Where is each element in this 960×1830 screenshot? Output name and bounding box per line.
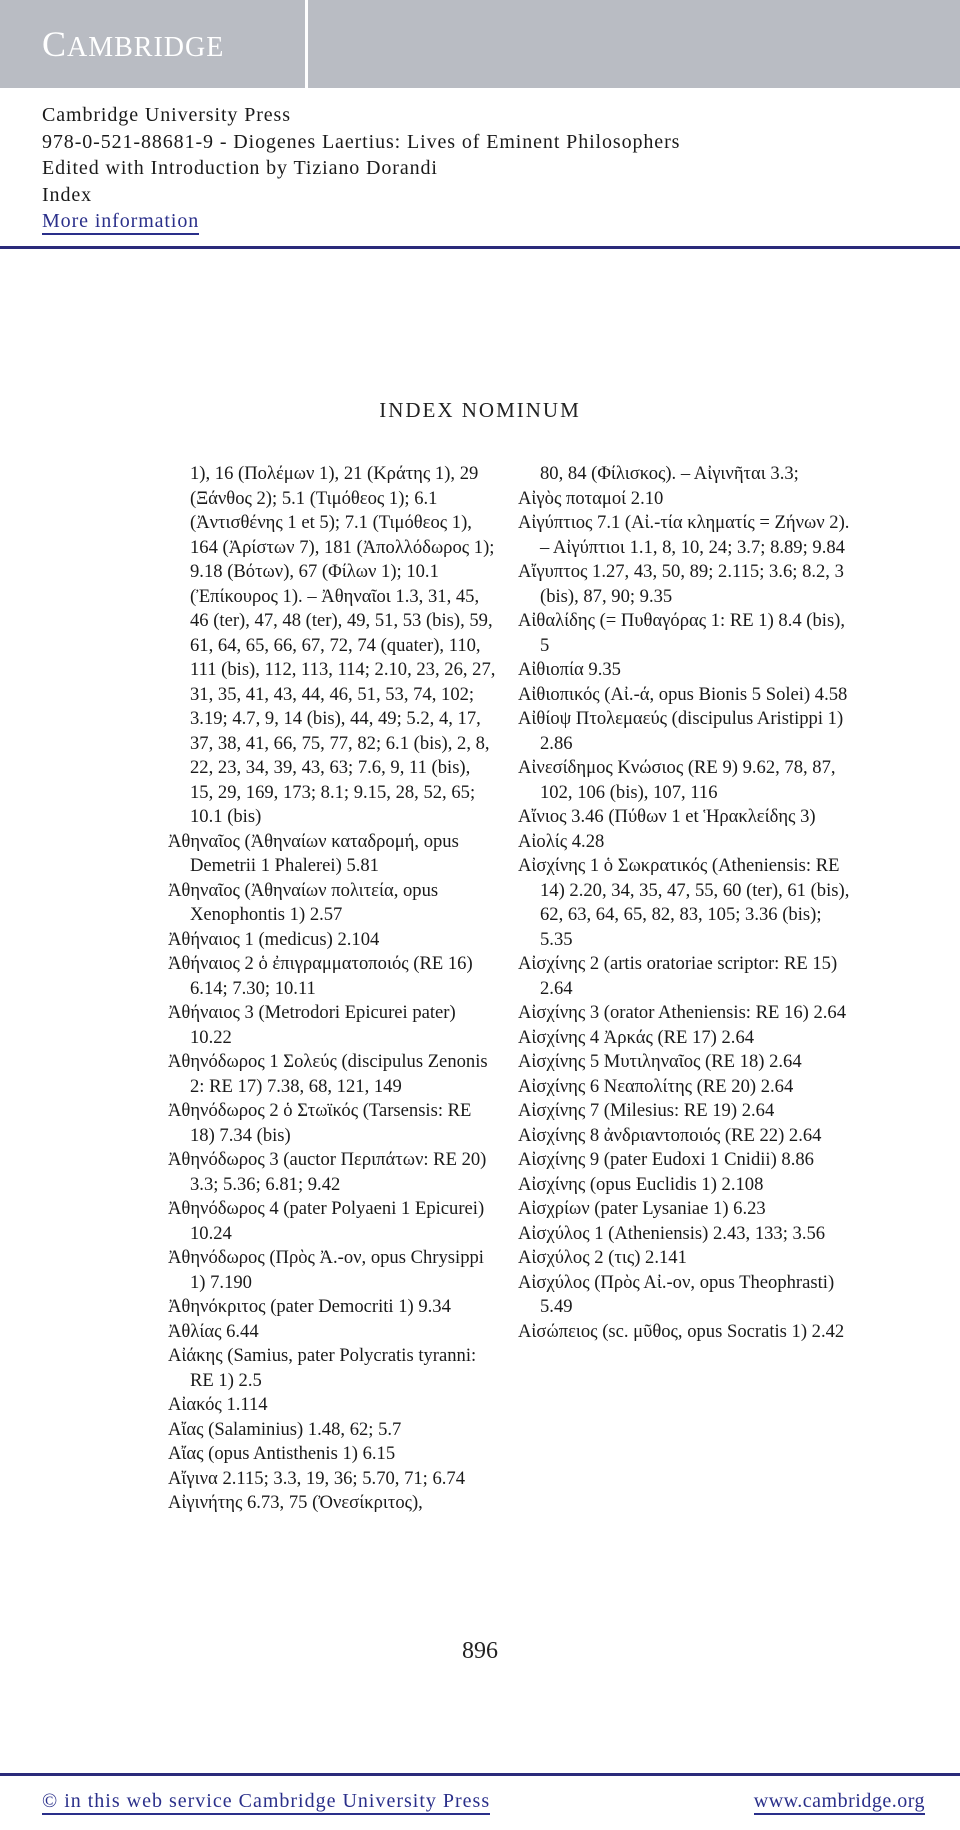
index-entry: Ἀθηνόδωρος 2 ὁ Στωϊκός (Tarsensis: RE 18) 7.34 (bis) — [168, 1100, 472, 1146]
header-rule — [0, 246, 960, 249]
index-entry: Αἰσχίνης 1 ὁ Σωκρατικός (Atheniensis: RE 14) 2.20, 34, 35, 47, 55, 60 (ter), 61 (bis), 62, 63, 64, 65, 82, 83, 105; 3.36 (bis); 5.35 — [518, 855, 850, 950]
banner-divider — [305, 0, 308, 88]
index-column-right — [518, 462, 858, 1344]
publisher-line: Cambridge University Press — [42, 104, 291, 126]
index-entry: Ἀθηναῖος (Ἀθηναίων πολιτεία, opus Xenophontis 1) 2.57 — [168, 879, 439, 925]
index-entry: Αἰγύπτιος 7.1 (Αἰ.-τία κληματίς = Ζήνων 2). – Αἰγύπτιοι 1.1, 8, 10, 24; 3.7; 8.89; 9.84 — [518, 512, 850, 558]
index-entry: Αἰσχίνης 6 Νεαπολίτης (RE 20) 2.64 — [518, 1075, 794, 1097]
index-entry: Ἀθηνόκριτος (pater Democriti 1) 9.34 — [168, 1296, 451, 1317]
index-entry: Αἰθιοπικός (Αἰ.-ά, opus Bionis 5 Solei) 4.58 — [518, 683, 848, 705]
footer-rule — [0, 1773, 960, 1776]
cambridge-logo: CAMBRIDGE — [42, 24, 225, 64]
index-entry: Αἰακός 1.114 — [168, 1394, 268, 1415]
index-entry: Αἰσχίνης 3 (orator Atheniensis: RE 16) 2.64 — [518, 1002, 846, 1023]
index-entry: Αἰσχύλος 1 (Atheniensis) 2.43, 133; 3.56 — [518, 1222, 826, 1244]
book-metadata — [42, 102, 680, 235]
index-entry: Αἰσχίνης 7 (Milesius: RE 19) 2.64 — [518, 1100, 775, 1121]
index-entry: Αἰσχρίων (pater Lysaniae 1) 6.23 — [518, 1198, 766, 1219]
index-entry: 80, 84 (Φίλισκος). – Αἰγινῆται 3.3; — [540, 463, 799, 484]
index-entry: Ἀθήναιος 3 (Metrodori Epicurei pater) 10.22 — [168, 1002, 456, 1048]
index-entry: Αἴας (Salaminius) 1.48, 62; 5.7 — [168, 1418, 402, 1440]
index-entry: Ἀθήναιος 1 (medicus) 2.104 — [168, 928, 380, 950]
index-entry: Αἰσχίνης 5 Μυτιληναῖος (RE 18) 2.64 — [518, 1051, 802, 1072]
index-entry: Ἀθηνόδωρος 1 Σολεύς (discipulus Zenonis 2: RE 17) 7.38, 68, 121, 149 — [168, 1051, 488, 1097]
editor-line: Edited with Introduction by Tiziano Dorandi — [42, 157, 438, 179]
index-entry: Αἰσχίνης 9 (pater Eudoxi 1 Cnidii) 8.86 — [518, 1149, 814, 1170]
index-column-left — [168, 462, 498, 1516]
index-title: INDEX NOMINUM — [379, 398, 581, 422]
website-link[interactable]: www.cambridge.org — [754, 1790, 925, 1815]
index-entry: Αἰνεσίδημος Κνώσιος (RE 9) 9.62, 78, 87, 102, 106 (bis), 107, 116 — [518, 757, 836, 803]
index-entry: Ἀθλίας 6.44 — [168, 1320, 259, 1342]
index-entry: Αἴνιος 3.46 (Πύθων 1 et Ἡρακλείδης 3) — [518, 806, 816, 827]
index-entry: Ἀθηνόδωρος 3 (auctor Περιπάτων: RE 20) 3.3; 5.36; 6.81; 9.42 — [168, 1149, 487, 1195]
index-entry: Αἰθαλίδης (= Πυθαγόρας 1: RE 1) 8.4 (bis), 5 — [518, 610, 846, 656]
index-entry: Αἰάκης (Samius, pater Polycratis tyranni: RE 1) 2.5 — [168, 1345, 477, 1391]
index-entry: Αἰθιοπία 9.35 — [518, 659, 621, 680]
index-entry: Αἰσχύλος (Πρὸς Αἰ.-ον, opus Theophrasti) 5.49 — [518, 1271, 835, 1317]
index-entry: Ἀθηνόδωρος (Πρὸς Ἀ.-ον, opus Chrysippi 1) 7.190 — [168, 1247, 484, 1293]
index-entry: Αἴγινα 2.115; 3.3, 19, 36; 5.70, 71; 6.74 — [168, 1467, 466, 1489]
page-number: 896 — [462, 1638, 498, 1664]
index-entry: Αἰσχύλος 2 (τις) 2.141 — [518, 1247, 687, 1268]
copyright-link[interactable]: © in this web service Cambridge University Press — [42, 1790, 490, 1815]
index-entry: Αἰθίοψ Πτολεμαεύς (discipulus Aristippi 1) 2.86 — [518, 708, 844, 754]
index-entry: Αἰσώπειος (sc. μῦθος, opus Socratis 1) 2.42 — [518, 1320, 845, 1342]
index-entry: 1), 16 (Πολέμων 1), 21 (Κράτης 1), 29 (Ξάνθος 2); 5.1 (Τιμόθεος 1); 6.1 (Ἀντισθένης 1 et 5); 7.1 (Τιμόθεος 1), 164 (Ἀρίστων 7), 181 (Ἀπολλόδωρος 1); 9.18 (Βότων), 67 (Φίλων 1); 10.1 (Ἐπίκουρος 1). – Ἀθηναῖοι 1.3, 31, 45, 46 (ter), 47, 48 (ter), 49, 51, 53 (bis), 59, 61, 64, 65, 66, 67, 72, 74 (quater), 110, 111 (bis), 112, 113, 114; 2.10, 23, 26, 27, 31, 35, 41, 43, 44, 46, 51, 53, 74, 102; 3.19; 4.7, 9, 14 (bis), 44, 49; 5.2, 4, 17, 37, 38, 41, 66, 75, 77, 82; 6.1 (bis), 2, 8, 22, 23, 34, 39, 43, 63; 7.6, 9, 11 (bis), 15, 29, 169, 173; 8.1; 9.15, 28, 52, 65; 10.1 (bis) — [190, 463, 496, 827]
index-entry: Ἀθηναῖος (Ἀθηναίων καταδρομή, opus Demetrii 1 Phalerei) 5.81 — [168, 830, 459, 876]
isbn-title-line: 978-0-521-88681-9 - Diogenes Laertius: Lives of Eminent Philosophers — [42, 130, 681, 153]
index-entry: Αἰσχίνης 4 Ἀρκάς (RE 17) 2.64 — [518, 1026, 755, 1048]
section-line: Index — [42, 183, 93, 206]
index-entry: Αἰγινήτης 6.73, 75 (Ὀνεσίκριτος), — [168, 1492, 423, 1513]
index-entry: Αἰγὸς ποταμοί 2.10 — [518, 487, 664, 509]
index-entry: Ἀθηνόδωρος 4 (pater Polyaeni 1 Epicurei) 10.24 — [168, 1198, 485, 1244]
index-entry: Αἰσχίνης (opus Euclidis 1) 2.108 — [518, 1173, 764, 1195]
index-entry: Ἀθήναιος 2 ὁ ἐπιγραμματοποιός (RE 16) 6.14; 7.30; 10.11 — [168, 953, 473, 999]
index-entry: Αἴγυπτος 1.27, 43, 50, 89; 2.115; 3.6; 8.2, 3 (bis), 87, 90; 9.35 — [518, 561, 844, 607]
index-entry: Αἰολίς 4.28 — [518, 830, 605, 852]
index-entry: Αἰσχίνης 2 (artis oratoriae scriptor: RE 15) 2.64 — [518, 953, 838, 999]
index-entry: Αἰσχίνης 8 ἀνδριαντοποιός (RE 22) 2.64 — [518, 1124, 822, 1146]
cambridge-banner — [0, 0, 960, 88]
more-information-link[interactable]: More information — [42, 210, 199, 235]
index-entry: Αἴας (opus Antisthenis 1) 6.15 — [168, 1443, 396, 1464]
